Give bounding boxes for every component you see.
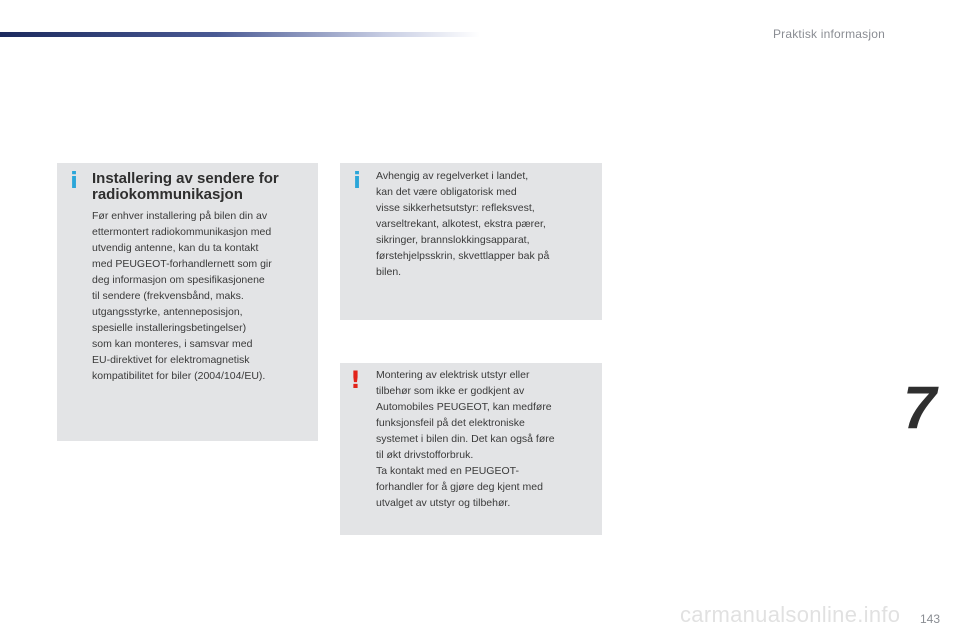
info-icon: i	[70, 169, 78, 194]
section-title: Praktisk informasjon	[772, 27, 885, 41]
radio-transmitter-heading: Installering av sendere for radiokommunikasjon	[92, 170, 279, 203]
radio-transmitter-text: Før enhver installering på bilen din av ettermontert radiokommunikasjon med utvendig antenne, kan du ta kontakt med PEUGEOT-forhandlernett som gir deg informasjon om spesifikasjonene til sendere (frekvensbånd, maks. utgangsstyrke, antenneposisjon, spesielle installeringsbetingelser) som kan monteres, i samsvar med EU-direktivet for elektromagnetisk kompatibilitet for biler (2004/104/EU).	[92, 210, 272, 382]
warning-icon: !	[350, 366, 361, 394]
info-icon: i	[353, 169, 361, 194]
chapter-number: 7	[903, 374, 937, 441]
safety-equipment-info-box	[340, 163, 602, 320]
electrical-equipment-text: Montering av elektrisk utstyr eller tilbehør som ikke er godkjent av Automobiles PEUGEOT, kan medføre funksjonsfeil på det elektroniske systemet i bilen din. Det kan også føre til økt drivstofforbruk. Ta kontakt med en PEUGEOT- forhandler for å gjøre deg kjent med utvalget av utstyr og tilbehør.	[376, 369, 555, 509]
electrical-equipment-warning-box	[340, 363, 602, 535]
header-gradient-bar	[0, 32, 480, 37]
watermark: carmanualsonline.info	[680, 602, 901, 627]
radio-transmitter-info-box	[57, 163, 318, 441]
safety-equipment-text: Avhengig av regelverket i landet, kan det være obligatorisk med visse sikkerhetsutstyr: refleksvest, varseltrekant, alkotest, ekstra pærer, sikringer, brannslokkingsapparat, førstehjelpsskrin, skvettlapper bak på bilen.	[376, 170, 550, 278]
page-number: 143	[919, 612, 940, 626]
